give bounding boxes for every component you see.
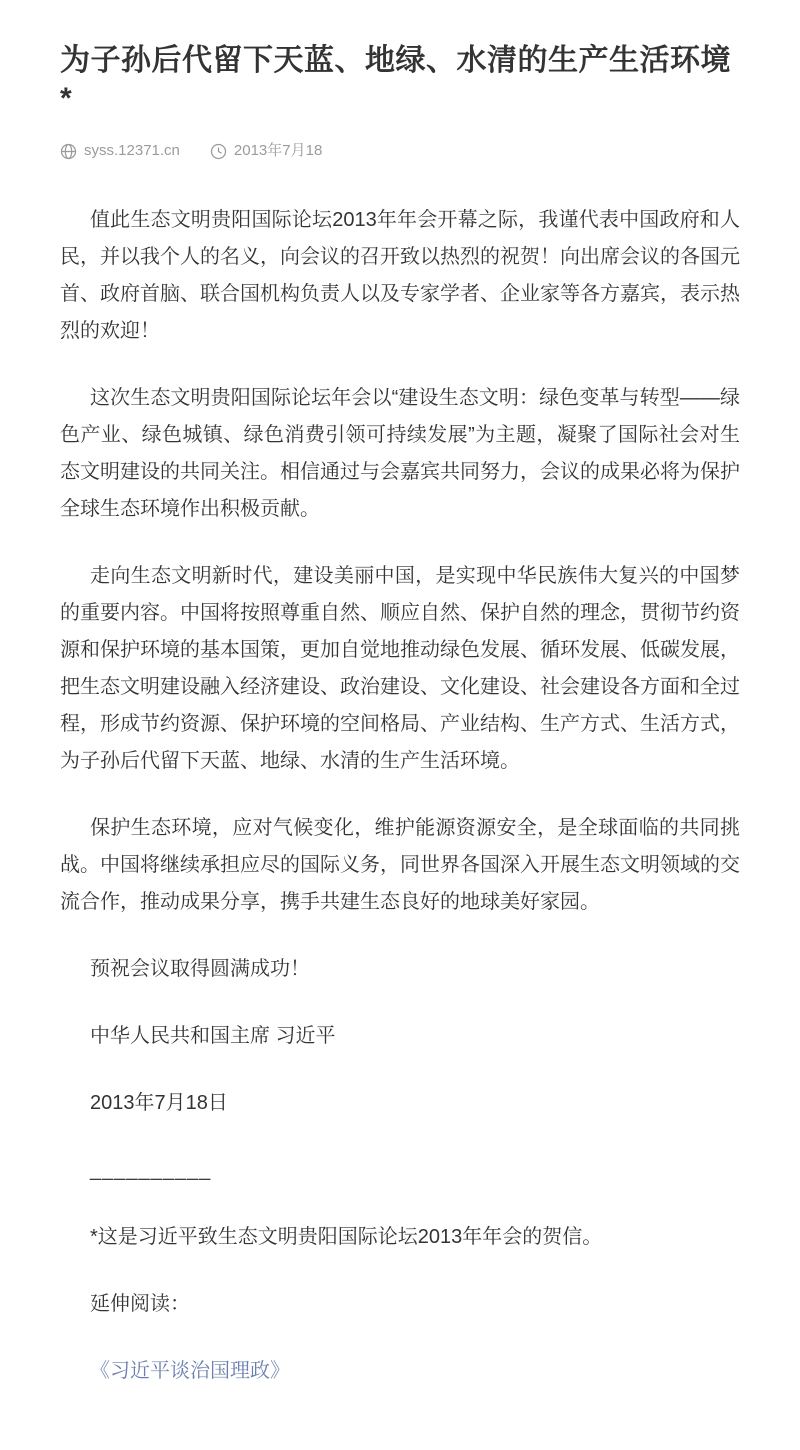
paragraph-1: 值此生态文明贵阳国际论坛2013年年会开幕之际，我谨代表中国政府和人民，并以我个人的名义，向会议的召开致以热烈的祝贺！向出席会议的各国元首、政府首脑、联合国机构负责人以及专家学者、企业家等各方嘉宾，表示热烈的欢迎！: [60, 209, 740, 342]
paragraph-2: 这次生态文明贵阳国际论坛年会以“建设生态文明：绿色变革与转型——绿色产业、绿色城镇、绿色消费引领可持续发展”为主题，凝聚了国际社会对生态文明建设的共同关注。相信通过与会嘉宾共同努力，会议的成果必将为保护全球生态环境作出积极贡献。: [60, 387, 740, 520]
article-meta: [60, 140, 740, 162]
date-item: [210, 140, 322, 162]
clock-icon: [210, 143, 227, 160]
date-line: 2013年7月18日: [90, 1092, 228, 1114]
signature-line: 中华人民共和国主席 习近平: [90, 1025, 336, 1047]
related-reading-label: 延伸阅读：: [90, 1293, 190, 1315]
footnote-divider: __________: [90, 1159, 212, 1181]
article-title: 为子孙后代留下天蓝、地绿、水清的生产生活环境*: [60, 44, 731, 115]
paragraph-4: 保护生态环境，应对气候变化，维护能源资源安全，是全球面临的共同挑战。中国将继续承担应尽的国际义务，同世界各国深入开展生态文明领域的交流合作，推动成果分享，携手共建生态良好的地球美好家园。: [60, 817, 740, 913]
source-item: [60, 140, 180, 162]
closing-line: 预祝会议取得圆满成功！: [90, 958, 310, 980]
footnote: *这是习近平致生态文明贵阳国际论坛2013年年会的贺信。: [90, 1226, 603, 1248]
globe-icon: [60, 143, 77, 160]
publish-date: 2013年7月18: [233, 142, 323, 159]
article-body: [60, 202, 740, 1390]
related-reading-line: [60, 1353, 740, 1390]
related-link-book[interactable]: 《习近平谈治国理政》: [90, 1360, 290, 1382]
source-text: syss.12371.cn: [84, 142, 180, 159]
paragraph-3: 走向生态文明新时代，建设美丽中国，是实现中华民族伟大复兴的中国梦的重要内容。中国将按照尊重自然、顺应自然、保护自然的理念，贯彻节约资源和保护环境的基本国策，更加自觉地推动绿色发展、循环发展、低碳发展，把生态文明建设融入经济建设、政治建设、文化建设、社会建设各方面和全过程，形成节约资源、保护环境的空间格局、产业结构、生产方式、生活方式，为子孙后代留下天蓝、地绿、水清的生产生活环境。: [60, 565, 740, 772]
